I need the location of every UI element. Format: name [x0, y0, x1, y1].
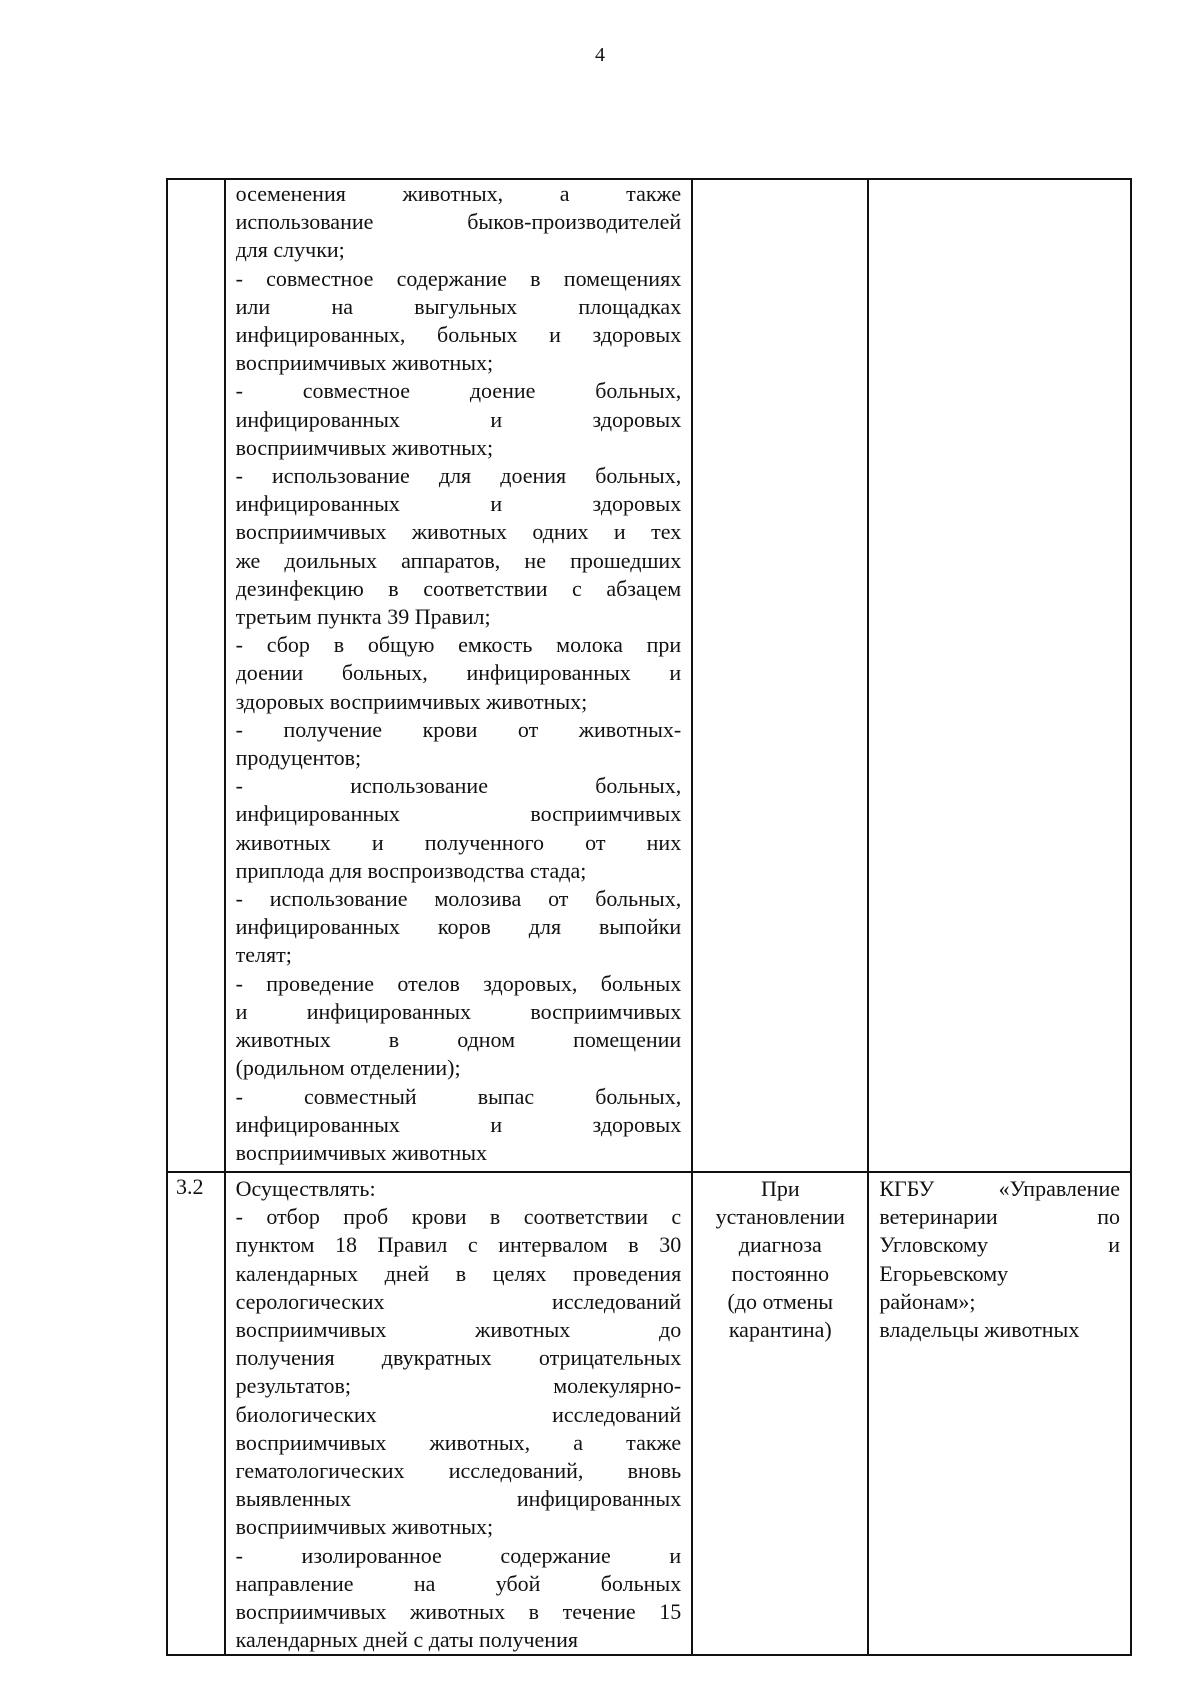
text-line: - совместный выпас больных,: [235, 1083, 682, 1109]
table-row-3-2: [167, 1172, 1131, 1655]
text-line: получения двукратных отрицательных: [235, 1345, 682, 1371]
text-line: пунктом 18 Правил с интервалом в 30: [235, 1232, 682, 1258]
text-line: восприимчивых животных: [235, 1139, 487, 1165]
text-line: результатов; молекулярно-: [235, 1373, 682, 1399]
text-line: восприимчивых животных одних и тех: [235, 519, 682, 545]
text-line: - совместное доение больных,: [235, 378, 682, 404]
text-line: восприимчивых животных, а также: [235, 1429, 682, 1455]
text-line: установлении: [715, 1204, 845, 1230]
row-number-cell: [167, 1172, 225, 1655]
responsible-cell: [868, 1172, 1131, 1655]
text-line: инфицированных и здоровых: [235, 491, 682, 517]
text-line: - проведение отелов здоровых, больных: [235, 970, 682, 996]
measures-text: [236, 1175, 682, 1654]
text-line: инфицированных, больных и здоровых: [235, 322, 682, 348]
text-line: гематологических исследований, вновь: [235, 1458, 682, 1484]
measures-cell: [225, 1172, 693, 1655]
text-line: Осуществлять:: [235, 1176, 376, 1201]
text-line: восприимчивых животных до: [235, 1317, 682, 1343]
text-line: восприимчивых животных;: [235, 350, 494, 376]
text-line: календарных дней с даты получения: [235, 1627, 578, 1653]
text-line: (родильном отделении);: [235, 1055, 461, 1081]
text-line: При: [760, 1176, 800, 1201]
text-line: серологических исследований: [235, 1288, 682, 1314]
text-line: для случки;: [235, 237, 345, 263]
text-line: же доильных аппаратов, не прошедших: [235, 547, 682, 573]
text-line: - совместное содержание в помещениях: [235, 265, 682, 291]
responsible-cell: [868, 179, 1131, 1172]
text-line: КГБУ «Управление: [879, 1176, 1120, 1201]
text-line: телят;: [235, 942, 292, 968]
text-line: районам»;: [879, 1288, 976, 1314]
text-line: использование быков-производителей: [235, 209, 682, 235]
text-line: инфицированных коров для выпойки: [235, 914, 682, 940]
text-line: приплода для воспроизводства стада;: [235, 857, 587, 883]
text-line: выявленных инфицированных: [235, 1486, 682, 1512]
text-line: животных в одном помещении: [235, 1027, 682, 1053]
measures-table: [166, 178, 1132, 1656]
text-line: биологических исследований: [235, 1401, 682, 1427]
text-line: Егорьевскому: [879, 1260, 1009, 1286]
measures-cell: [225, 179, 693, 1172]
text-line: диагноза: [738, 1232, 822, 1258]
text-line: или на выгульных площадках: [235, 293, 682, 319]
text-line: владельцы животных: [879, 1317, 1080, 1343]
text-line: продуцентов;: [235, 745, 362, 771]
text-line: постоянно: [731, 1260, 830, 1286]
text-line: инфицированных и здоровых: [235, 406, 682, 432]
text-line: дезинфекцию в соответствии с абзацем: [235, 575, 682, 601]
text-line: карантина): [728, 1317, 832, 1343]
term-cell: [692, 179, 868, 1172]
text-line: осеменения животных, а также: [235, 181, 682, 206]
text-line: направление на убой больных: [235, 1570, 682, 1596]
text-line: - сбор в общую емкость молока при: [235, 632, 682, 658]
page-number: 4: [595, 44, 605, 66]
text-line: восприимчивых животных;: [235, 434, 494, 460]
text-line: животных и полученного от них: [235, 829, 682, 855]
text-line: (до отмены: [727, 1288, 834, 1314]
term-cell: [692, 1172, 868, 1655]
table-row-continued: [167, 179, 1131, 1172]
text-line: ветеринарии по: [879, 1204, 1120, 1230]
text-line: - изолированное содержание и: [235, 1542, 682, 1568]
responsible-text: [879, 1175, 1120, 1654]
text-line: инфицированных восприимчивых: [235, 801, 682, 827]
text-line: календарных дней в целях проведения: [235, 1260, 682, 1286]
row-number: 3.2: [176, 1174, 204, 1199]
text-line: Угловскому и: [879, 1232, 1120, 1258]
text-line: - использование для доения больных,: [235, 463, 682, 489]
text-line: и инфицированных восприимчивых: [235, 998, 682, 1024]
text-line: - отбор проб крови в соответствии с: [235, 1204, 682, 1230]
text-line: здоровых восприимчивых животных;: [235, 688, 588, 714]
text-line: - получение крови от животных-: [235, 716, 682, 742]
text-line: - использование больных,: [235, 773, 682, 799]
measures-text: [236, 180, 682, 1171]
text-line: третьим пункта 39 Правил;: [235, 604, 491, 630]
row-number-cell: [167, 179, 225, 1172]
text-line: инфицированных и здоровых: [235, 1111, 682, 1137]
text-line: - использование молозива от больных,: [235, 886, 682, 912]
text-line: восприимчивых животных;: [235, 1514, 494, 1540]
text-line: доении больных, инфицированных и: [235, 660, 682, 686]
text-line: восприимчивых животных в течение 15: [235, 1599, 682, 1625]
term-text: [703, 1175, 857, 1654]
